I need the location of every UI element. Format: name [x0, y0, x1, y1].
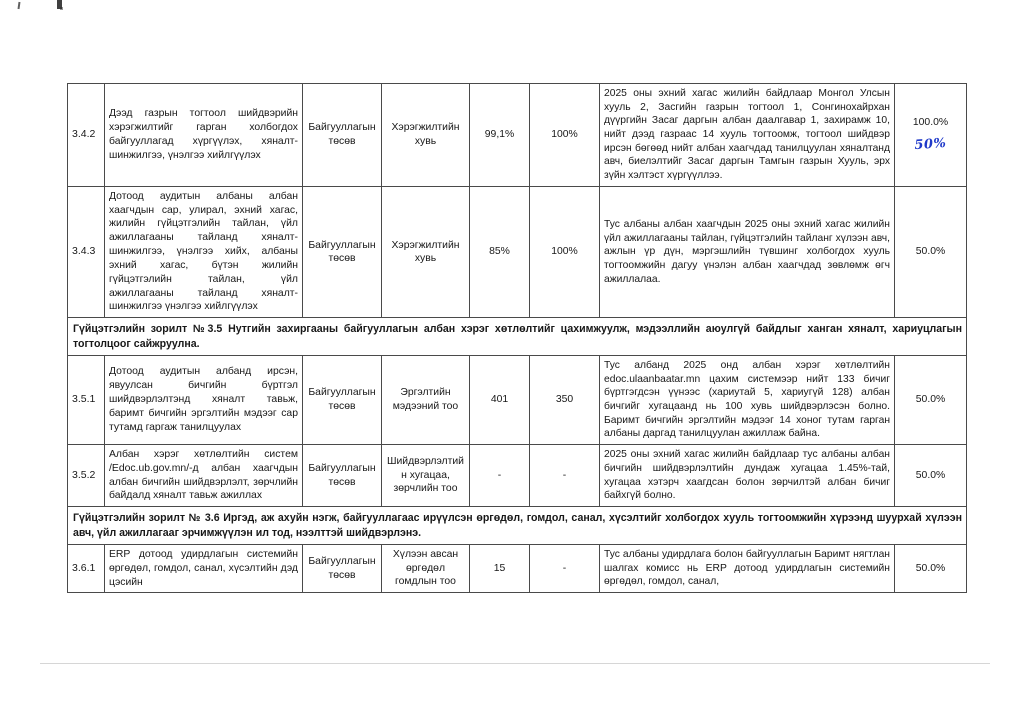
row-description: Тус албанд 2025 онд албан хэрэг хөтлөлтийн edoc.ulaanbaatar.mn цахим системээр нийт 133 бичиг бүртгэгдсэн үүнээс (хариутай 5, хариугүй 128) албан бичгийг хугацаанд нь 100 хувь шийдвэрлэсэн болно. Баримт бичгийн эргэлтийн мэдээг 14 хоног тутам гарган албаны даргад танилцуулан ажиллаж байна.	[600, 355, 895, 444]
row-index: 3.4.3	[68, 186, 105, 317]
row-task: Албан хэрэг хөтлөлтийн систем /Edoc.ub.gov.mn/-д албан хаагчдын албан бичгийн шийдвэрлэлт, зөрчлийн байдалд хяналт тавьж ажиллах	[105, 444, 303, 506]
scan-edge-shadow	[40, 663, 990, 664]
table-row	[68, 444, 967, 506]
row-index: 3.5.2	[68, 444, 105, 506]
handwritten-annotation: 50%	[913, 135, 947, 153]
row-description: Тус албаны албан хаагчдын 2025 оны эхний хагас жилийн үйл ажиллагааны тайлан, гүйцэтгэлийн тайланг хүлээн авч, ажлын үр дүн, мэргэшлийн түвшинг холбогдох хууль тогтоомжийн дагуу үнэлэн албан хаагчдад зөвлөмж өгч ажиллалаа.	[600, 186, 895, 317]
row-fact: 100%	[530, 84, 600, 187]
row-plan: 99,1%	[470, 84, 530, 187]
table-row	[68, 84, 967, 187]
row-plan: 401	[470, 355, 530, 444]
section-header-text: Гүйцэтгэлийн зорилт № 3.6 Иргэд, аж ахуйн нэгж, байгууллагаас ирүүлсэн өргөдөл, гомдол, санал, хүсэлтийг холбогдох хууль тогтоомжийн хүрээнд шуурхай хүлээн авч, үйл ажиллагааг эрчимжүүлэн ил тод, нээлттэй шийдвэрлэнэ.	[68, 507, 967, 545]
row-percent: 50.0%	[895, 186, 967, 317]
row-index: 3.6.1	[68, 544, 105, 592]
row-source: Байгууллагын төсөв	[303, 544, 382, 592]
row-measure: Шийдвэрлэлтийн хугацаа, зөрчлийн тоо	[382, 444, 470, 506]
section-header-row	[68, 318, 967, 356]
row-plan: 85%	[470, 186, 530, 317]
row-percent	[895, 84, 967, 187]
row-measure: Хэрэгжилтийн хувь	[382, 186, 470, 317]
row-source: Байгууллагын төсөв	[303, 186, 382, 317]
row-measure: Хэрэгжилтийн хувь	[382, 84, 470, 187]
row-fact: -	[530, 444, 600, 506]
row-description: 2025 оны эхний хагас жилийн байдлаар Монгол Улсын хууль 2, Засгийн газрын тогтоол 1, Сонгинохайрхан дүүргийн Засаг даргын албан даалгавар 1, захирамж 10, нийт дээд газраас 14 хууль тогтоомж, тогтоол шийдвэр ирсэн бөгөөд нийт албан хаагчдад танилцуулан хяналтанд авч, биелэлтийг Засаг даргын Тамгын газрын Хууль, эрх зүйн хэлтэст хүргүүллээ.	[600, 84, 895, 187]
row-description: 2025 оны эхний хагас жилийн байдлаар тус албаны албан бичгийн шийдвэрлэлтийн дундаж хугацаа 1.45%-тай, хугацаа хэтэрч хаагдсан болон зөрчилтэй албан бичиг байхгүй болно.	[600, 444, 895, 506]
scan-artifact-speck	[60, 7, 63, 10]
row-task: Дотоод аудитын албанд ирсэн, явуулсан бичгийн бүртгэл шийдвэрлэлтэнд хяналт тавьж, баримт бичгийн эргэлтийн мэдээг сар тутамд гаргаж танилцуулах	[105, 355, 303, 444]
row-task: Дээд газрын тогтоол шийдвэрийн хэрэгжилтийг гарган холбогдох байгууллагад хүргүүлэх, хяналт- шинжилгээ, үнэлгээ хийлгүүлэх	[105, 84, 303, 187]
scan-artifact-speck	[18, 2, 21, 9]
row-measure: Хүлээн авсан өргөдөл гомдлын тоо	[382, 544, 470, 592]
row-plan: 15	[470, 544, 530, 592]
row-percent: 50.0%	[895, 544, 967, 592]
row-fact: 100%	[530, 186, 600, 317]
table-row	[68, 544, 967, 592]
row-percent: 50.0%	[895, 444, 967, 506]
row-task: Дотоод аудитын албаны албан хаагчдын сар, улирал, эхний хагас, жилийн гүйцэтгэлийн тайлан, үйл ажиллагааны тайланд хяналт- шинжилгээ, үнэлгээ хийх, албаны эхний хагас, бүтэн жилийн гүйцэтгэлийн тайлан, үйл ажиллагааны тайланд хяналт-шинжилгээ үнэлгээ хийлгүүлэх	[105, 186, 303, 317]
table-row	[68, 186, 967, 317]
row-description: Тус албаны удирдлага болон байгууллагын Баримт нягтлан шалгах комисс нь ERP дотоод удирдлагын системийн өргөдөл, гомдол, санал,	[600, 544, 895, 592]
row-percent-value: 100.0%	[912, 117, 949, 129]
row-plan: -	[470, 444, 530, 506]
row-fact: -	[530, 544, 600, 592]
row-source: Байгууллагын төсөв	[303, 444, 382, 506]
row-fact: 350	[530, 355, 600, 444]
row-source: Байгууллагын төсөв	[303, 355, 382, 444]
row-measure: Эргэлтийн мэдээний тоо	[382, 355, 470, 444]
section-header-text: Гүйцэтгэлийн зорилт №3.5 Нутгийн захиргааны байгууллагын албан хэрэг хөтлөлтийг цахимжуулж, мэдээллийн аюулгүй байдлыг ханган хяналт, хариуцлагын тогтолцоог сайжруулна.	[68, 318, 967, 356]
row-index: 3.5.1	[68, 355, 105, 444]
row-task: ERP дотоод удирдлагын системийн өргөдөл, гомдол, санал, хүсэлтийн дэд цэсийн	[105, 544, 303, 592]
row-index: 3.4.2	[68, 84, 105, 187]
row-percent: 50.0%	[895, 355, 967, 444]
table-row	[68, 355, 967, 444]
performance-report-table	[67, 83, 967, 593]
row-source: Байгууллагын төсөв	[303, 84, 382, 187]
section-header-row	[68, 507, 967, 545]
